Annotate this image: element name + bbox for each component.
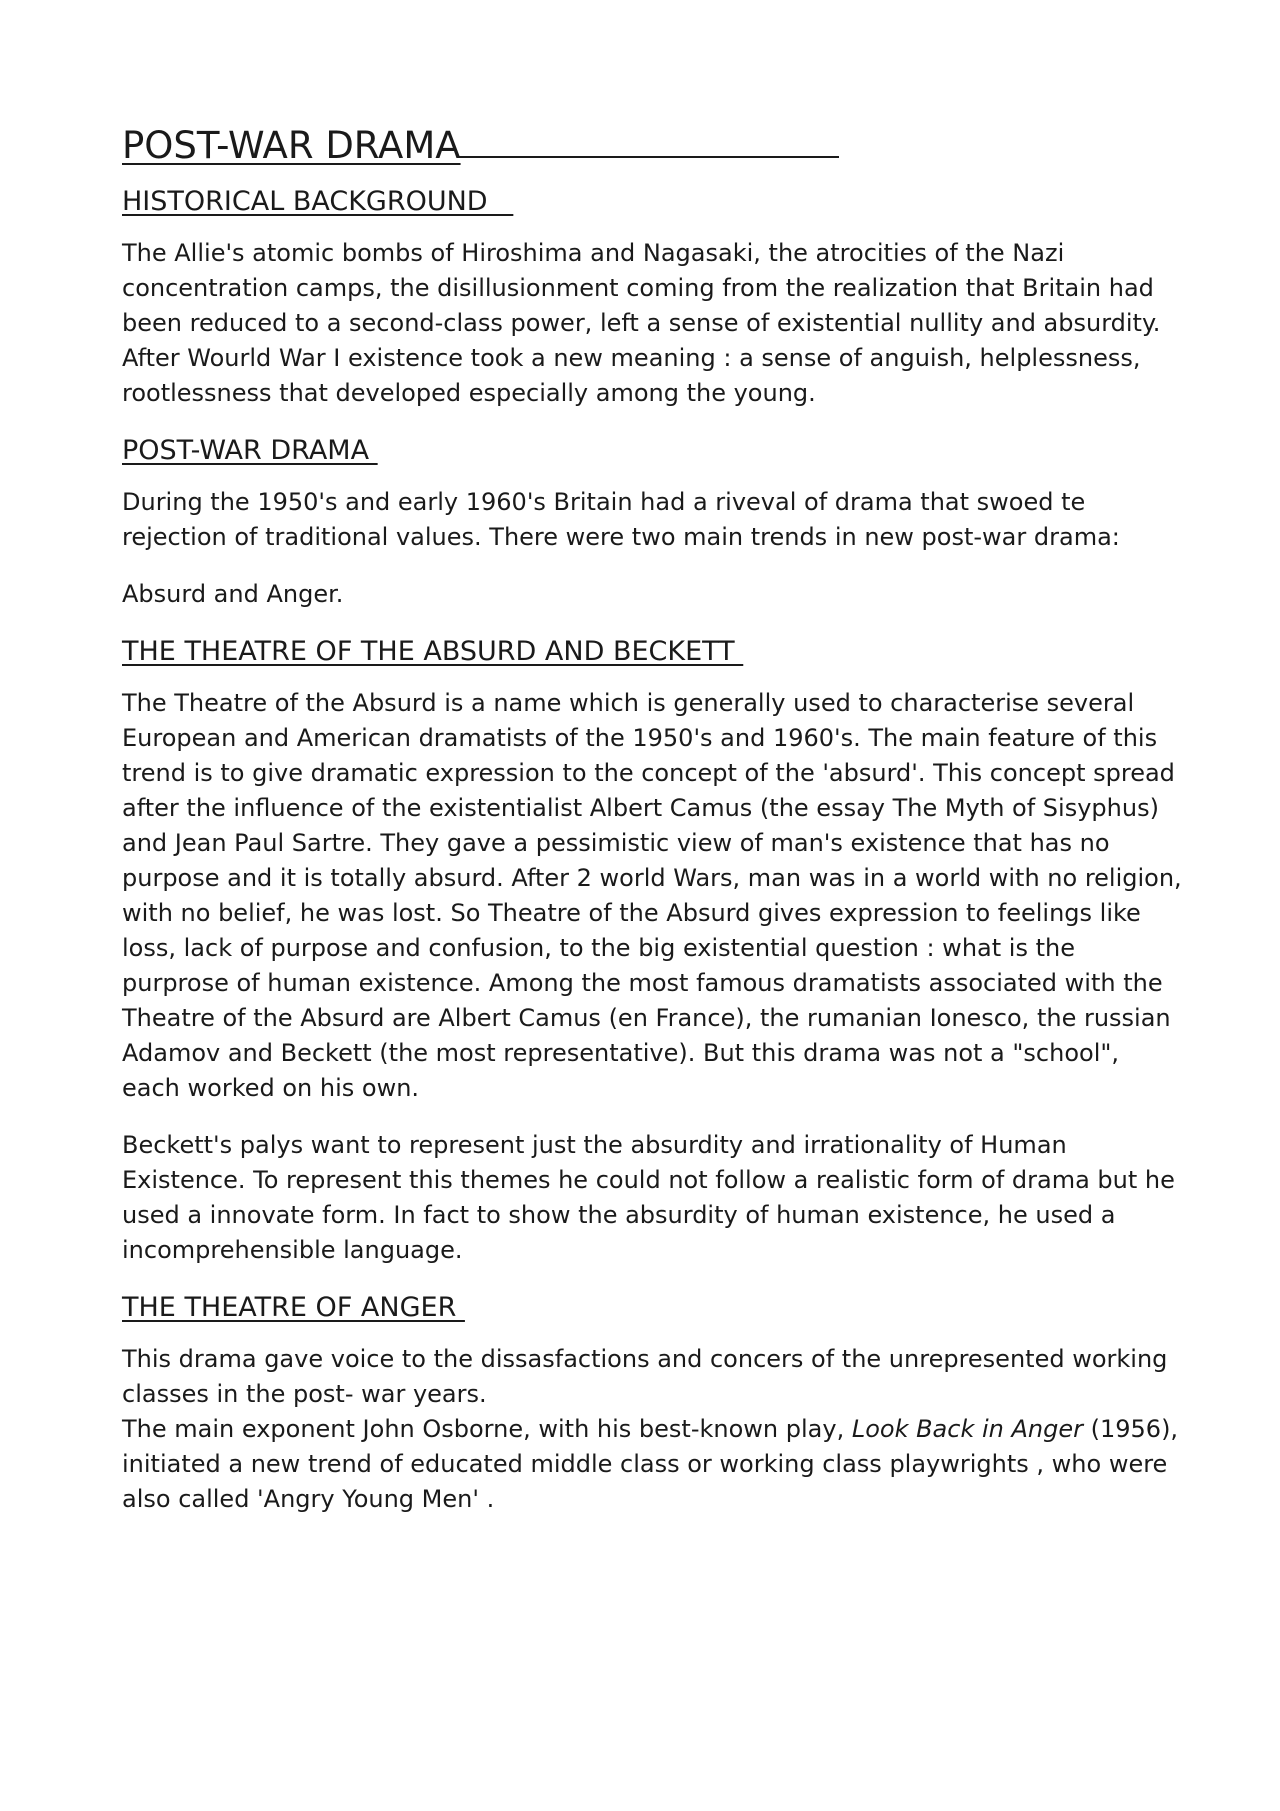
paragraph-theatre-of-anger: This drama gave voice to the dissasfactions and concers of the unrepresented working classes in the post- war years. — [122, 1345, 1168, 1408]
paragraph-post-war-drama: During the 1950's and early 1960's Britain had a riveval of drama that swoed te rejection of traditional values. There were two main trends in new post-war drama: — [122, 488, 1120, 551]
section-heading-theatre-of-absurd: THE THEATRE OF THE ABSURD AND BECKETT — [122, 636, 744, 667]
paragraph-theatre-of-absurd: The Theatre of the Absurd is a name which is generally used to characterise several European and American dramatists of the 1950's and 1960's. The main feature of this trend is to give dramatic expression to the concept of the 'absurd'. This concept spread after the influence of the existentialist Albert Camus (the essay The Myth of Sisyphus) and Jean Paul Sartre. They gave a pessimistic view of man's existence that has no purpose and it is totally absurd. After 2 world Wars, man was in a world with no religion, with no belief, he was lost. So Theatre of the Absurd gives expression to feelings like loss, lack of purpose and confusion, to the big existential question : what is the purprose of human existence. Among the most famous dramatists associated with the Theatre of the Absurd are Albert Camus (en France), the rumanian Ionesco, the russian Adamov and Beckett (the most representative). But this drama was not a "school", each worked on his own. — [122, 689, 1182, 1102]
paragraph-beckett: Beckett's palys want to represent just the absurdity and irrationality of Human Existence. To represent this themes he could not follow a realistic form of drama but he used a innovate form. In fact to show the absurdity of human existence, he used a incomprehensible language. — [122, 1131, 1175, 1264]
play-title: Look Back in Anger — [851, 1415, 1083, 1443]
osborne-text-after: (1956), initiated a new trend of educated middle class or working class playwrights , who were also called 'Angry Young Men' . — [122, 1415, 1179, 1513]
paragraph-osborne — [122, 1412, 1182, 1517]
document-body — [122, 122, 1182, 1539]
section-heading-historical-background: HISTORICAL BACKGROUND — [122, 186, 514, 217]
osborne-text-before: The main exponent John Osborne, with his best-known play, — [122, 1415, 852, 1443]
paragraph-historical-background: The Allie's atomic bombs of Hiroshima and Nagasaki, the atrocities of the Nazi concentration camps, the disillusionment coming from the realization that Britain had been reduced to a second-class power, left a sense of existential nullity and absurdity. After Wourld War I existence took a new meaning : a sense of anguish, helplessness, rootlessness that developed especially among the young. — [122, 239, 1161, 407]
section-heading-post-war-drama: POST-WAR DRAMA — [122, 435, 378, 466]
paragraph-absurd-and-anger: Absurd and Anger. — [122, 580, 344, 608]
section-heading-theatre-of-anger: THE THEATRE OF ANGER — [122, 1292, 465, 1323]
page-title: POST-WAR DRAMA — [122, 122, 1182, 170]
